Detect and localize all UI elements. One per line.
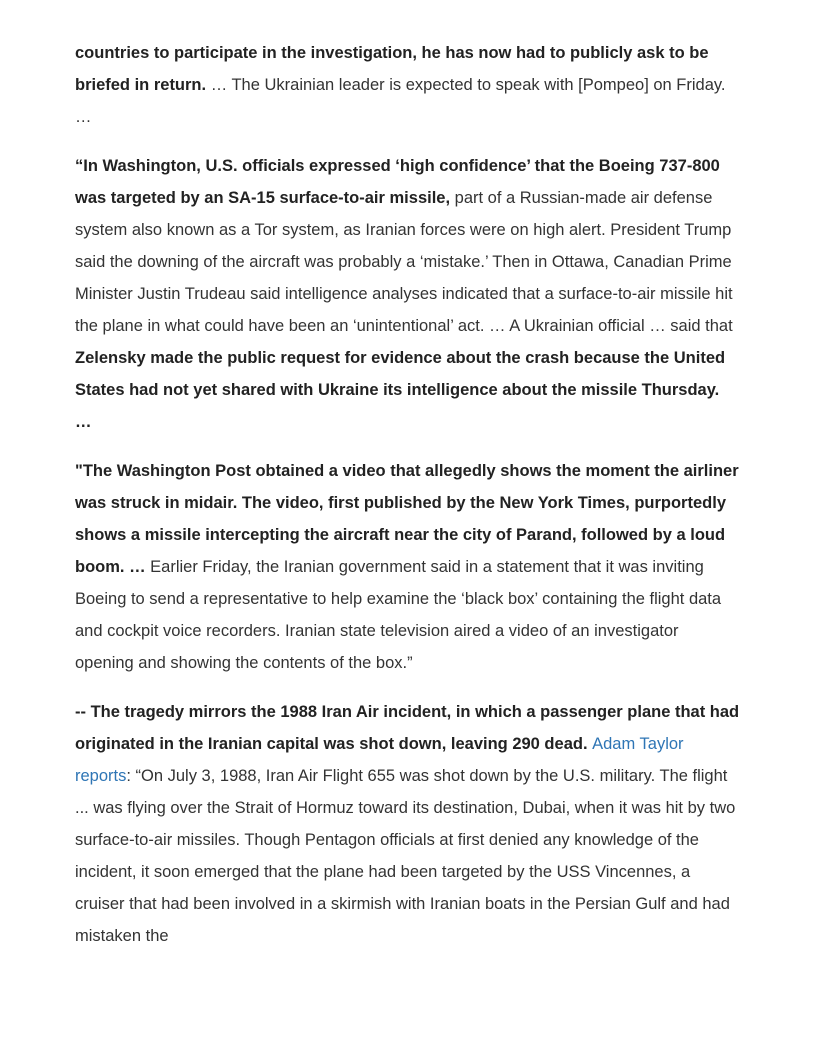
bold-text: "The Washington Post obtained a video that allegedly shows the moment the airliner was struck in midair. The video, first published by the New York Times, purportedly shows a missile intercepting the aircraft near the city of Parand, followed by a loud boom. … (75, 462, 739, 576)
paragraph (75, 455, 740, 679)
bold-text: Zelensky made the public request for evidence about the crash because the United States had not yet shared with Ukraine its intelligence about the missile Thursday. … (75, 349, 726, 431)
paragraph (75, 696, 740, 952)
body-text: : “On July 3, 1988, Iran Air Flight 655 was shot down by the U.S. military. The flight ... was flying over the Strait of Hormuz toward its destination, Dubai, when it was hit by two surface-to-air missiles. Though Pentagon officials at first denied any knowledge of the incident, it soon emerged that the plane had been targeted by the USS Vincennes, a cruiser that had been involved in a skirmish with Iranian boats in the Persian Gulf and had mistaken the (75, 767, 736, 945)
body-text: Earlier Friday, the Iranian government said in a statement that it was inviting Boeing to send a representative to help examine the ‘black box’ containing the flight data and cockpit voice recorders. Iranian state television aired a video of an investigator opening and showing the contents of the box.” (75, 558, 722, 672)
adam-taylor-reports-link[interactable]: Adam Taylor reports (75, 735, 684, 785)
paragraph (75, 150, 740, 438)
paragraph (75, 37, 740, 133)
body-text: … The Ukrainian leader is expected to speak with [Pompeo] on Friday. … (75, 76, 726, 126)
body-text: part of a Russian-made air defense system also known as a Tor system, as Iranian forces were on high alert. President Trump said the downing of the aircraft was probably a ‘mistake.’ Then in Ottawa, Canadian Prime Minister Justin Trudeau said intelligence analyses indicated that a surface-to-air missile hit the plane in what could have been an ‘unintentional’ act. … A Ukrainian official … said that (75, 189, 733, 335)
bold-text: countries to participate in the investigation, he has now had to publicly ask to be briefed in return. (75, 44, 709, 94)
bold-text: -- The tragedy mirrors the 1988 Iran Air incident, in which a passenger plane that had originated in the Iranian capital was shot down, leaving 290 dead. (75, 703, 740, 753)
bold-text: “In Washington, U.S. officials expressed ‘high confidence’ that the Boeing 737-800 was targeted by an SA-15 surface-to-air missile, (75, 157, 720, 207)
